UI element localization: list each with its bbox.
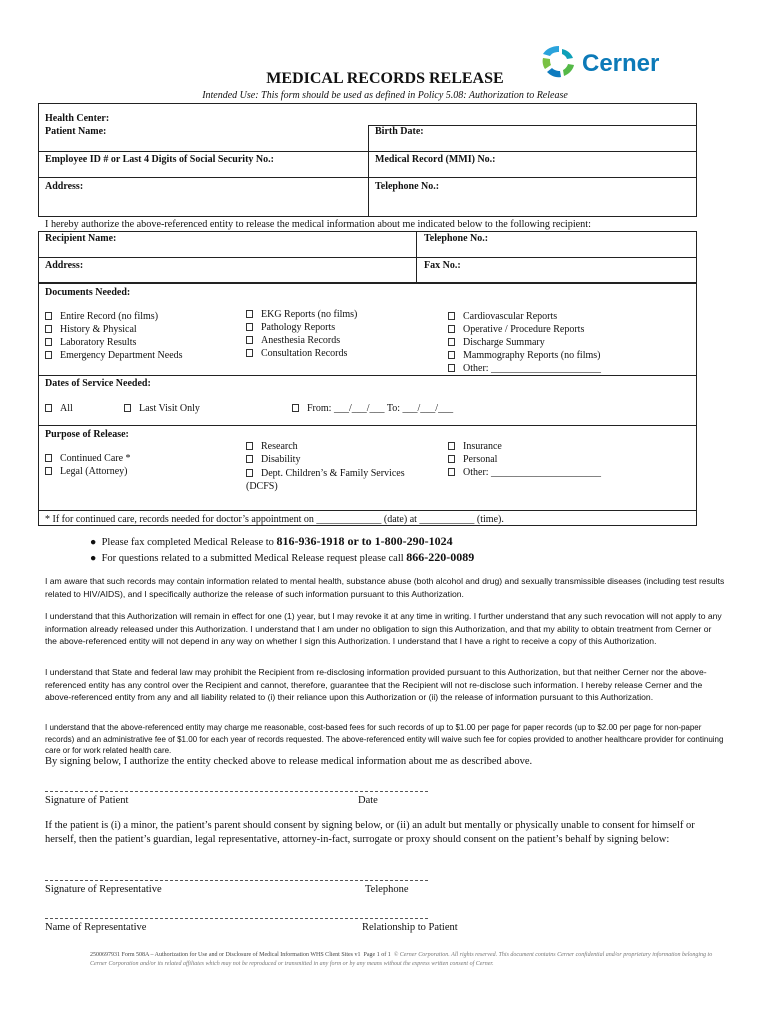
- authorize-text: I hereby authorize the above-referenced entity to release the medical information about me indicated below to the following recipient:: [45, 219, 591, 230]
- representative-name-line[interactable]: [45, 918, 428, 919]
- signature-rep-label: Signature of Representative: [45, 884, 162, 895]
- doc-mammography[interactable]: Mammography Reports (no films): [448, 350, 600, 361]
- doc-consultation[interactable]: Consultation Records: [246, 348, 347, 359]
- patient-name-label[interactable]: Patient Name:: [45, 126, 107, 137]
- relationship-label: Relationship to Patient: [362, 922, 458, 933]
- purpose-research[interactable]: Research: [246, 441, 298, 452]
- name-rep-label: Name of Representative: [45, 922, 147, 933]
- fax-numbers: 816-936-1918 or to 1-800-290-1024: [276, 534, 453, 548]
- doc-cardiovascular[interactable]: Cardiovascular Reports: [448, 311, 557, 322]
- purpose-disability[interactable]: Disability: [246, 454, 300, 465]
- date-label: Date: [358, 795, 378, 806]
- checkbox[interactable]: [246, 442, 253, 450]
- continued-care-note: * If for continued care, records needed for doctor’s appointment on _____________ (date) at ___________ (time).: [45, 514, 504, 525]
- birth-date-label[interactable]: Birth Date:: [375, 126, 424, 137]
- dates-from-to[interactable]: From: ___/___/___ To: ___/___/___: [292, 403, 453, 414]
- doc-discharge[interactable]: Discharge Summary: [448, 337, 545, 348]
- checkbox[interactable]: [448, 455, 455, 463]
- bullet-icon: ●: [90, 553, 102, 564]
- checkbox[interactable]: [246, 455, 253, 463]
- telephone-label: Telephone: [365, 884, 409, 895]
- checkbox[interactable]: [246, 336, 253, 344]
- doc-operative[interactable]: Operative / Procedure Reports: [448, 324, 584, 335]
- bullet-icon: ●: [90, 537, 102, 548]
- paragraph-redisclose: I understand that State and federal law may prohibit the Recipient from re-disclosing information provided pursuant to this Authorization, but that neither Cerner nor the above-referenced entity has any control over the Recipient and cannot, therefore, guarantee that the Recipient will not re-disclose such information. I hereby release Cerner and the above-referenced entity from any and all liability related to (i) their reliance upon this Authorization or (ii) the release of information pursuant to this Authorization.: [45, 667, 707, 702]
- by-signing-text: By signing below, I authorize the entity checked above to release medical information about me as described above.: [45, 756, 533, 767]
- footer: [90, 951, 730, 969]
- checkbox[interactable]: [45, 338, 52, 346]
- doc-entire-record[interactable]: Entire Record (no films): [45, 311, 158, 322]
- purpose-insurance[interactable]: Insurance: [448, 441, 502, 452]
- doc-history-physical[interactable]: History & Physical: [45, 324, 137, 335]
- recipient-name-label[interactable]: Recipient Name:: [45, 233, 117, 244]
- footer-copyright: © Cerner Corporation. All rights reserved. This document contains Cerner confidential and/or proprietary information belonging to Cerner Corporation and/or its related affiliates which may not be reproduced or transmitted in any form or by any means without the express written consent of Cerner.: [90, 952, 713, 967]
- checkbox[interactable]: [448, 338, 455, 346]
- checkbox[interactable]: [448, 442, 455, 450]
- footer-form-id: 2500697931 Form 508A – Authorization for Use and or Disclosure of Medical Information WHS Client Sites v1: [90, 952, 361, 958]
- doc-other[interactable]: Other: ______________________: [448, 363, 601, 374]
- checkbox[interactable]: [45, 404, 52, 412]
- purpose-heading: Purpose of Release:: [45, 429, 129, 440]
- checkbox[interactable]: [448, 468, 455, 476]
- purpose-legal[interactable]: Legal (Attorney): [45, 466, 127, 477]
- doc-lab-results[interactable]: Laboratory Results: [45, 337, 136, 348]
- dates-all[interactable]: All: [45, 403, 73, 414]
- call-number: 866-220-0089: [406, 550, 475, 564]
- recipient-telephone-label[interactable]: Telephone No.:: [424, 233, 489, 244]
- checkbox[interactable]: [45, 312, 52, 320]
- purpose-dcfs[interactable]: Dept. Children’s & Family Services (DCFS): [246, 468, 405, 492]
- paragraph-revoke: I understand that this Authorization will remain in effect for one (1) year, but I may revoke it at any time in writing. I further understand that any such revocation will not apply to any information already released under this Authorization. I understand that I am under no obligation to sign this Authorization, and that my ability to obtain treatment from Cerner or the above-referenced entity will not depend in any way on whether I sign this Authorization. I understand that I have a right to receive a copy of this Authorization.: [45, 611, 722, 646]
- employee-id-label[interactable]: Employee ID # or Last 4 Digits of Social Security No.:: [45, 154, 274, 165]
- checkbox[interactable]: [292, 404, 299, 412]
- health-center-label[interactable]: Health Center:: [45, 113, 110, 124]
- recipient-address-label[interactable]: Address:: [45, 260, 84, 271]
- purpose-continued-care[interactable]: Continued Care *: [45, 453, 131, 464]
- checkbox[interactable]: [246, 349, 253, 357]
- purpose-other[interactable]: Other: ______________________: [448, 467, 601, 478]
- paragraph-fees: I understand that the above-referenced entity may charge me reasonable, cost-based fees for such records of up to $1.00 per page for paper records (up to $2.00 per page for non-paper records) and an administrative fee of $1.00 for each year of records requested. The above-referenced entity will waive such fee for copies provided to another healthcare provider for continuing care or for work related health care.: [45, 723, 724, 755]
- checkbox[interactable]: [124, 404, 131, 412]
- purpose-personal[interactable]: Personal: [448, 454, 497, 465]
- doc-ekg[interactable]: EKG Reports (no films): [246, 309, 357, 320]
- medical-record-label[interactable]: Medical Record (MMI) No.:: [375, 154, 496, 165]
- checkbox[interactable]: [45, 325, 52, 333]
- call-bullet: ● For questions related to a submitted Medical Release request please call 866-220-0089: [90, 550, 475, 564]
- checkbox[interactable]: [448, 351, 455, 359]
- checkbox[interactable]: [246, 323, 253, 331]
- intended-use: Intended Use: This form should be used as defined in Policy 5.08: Authorization to Release: [202, 90, 568, 101]
- checkbox[interactable]: [45, 467, 52, 475]
- minor-text: If the patient is (i) a minor, the patient’s parent should consent by signing below, or (ii) an adult but mentally or physically unable to consent for himself or herself, then the patient’s guardian, legal representative, attorney-in-fact, surrogate or proxy should consent on the patient’s behalf by signing below:: [45, 820, 695, 845]
- telephone-label[interactable]: Telephone No.:: [375, 181, 440, 192]
- checkbox[interactable]: [448, 312, 455, 320]
- checkbox[interactable]: [246, 310, 253, 318]
- doc-pathology[interactable]: Pathology Reports: [246, 322, 335, 333]
- dates-heading: Dates of Service Needed:: [45, 378, 151, 389]
- fax-bullet: ● Please fax completed Medical Release to 816-936-1918 or to 1-800-290-1024: [90, 534, 453, 548]
- dates-last-visit[interactable]: Last Visit Only: [124, 403, 200, 414]
- checkbox[interactable]: [45, 351, 52, 359]
- checkbox[interactable]: [448, 364, 455, 372]
- checkbox[interactable]: [246, 469, 253, 477]
- documents-heading: Documents Needed:: [45, 287, 131, 298]
- cerner-logo-text: Cerner: [582, 50, 660, 77]
- representative-signature-line[interactable]: [45, 880, 428, 881]
- signature-patient-label: Signature of Patient: [45, 795, 129, 806]
- recipient-fax-label[interactable]: Fax No.:: [424, 260, 461, 271]
- address-label[interactable]: Address:: [45, 181, 84, 192]
- doc-emergency-dept[interactable]: Emergency Department Needs: [45, 350, 183, 361]
- checkbox[interactable]: [448, 325, 455, 333]
- doc-anesthesia[interactable]: Anesthesia Records: [246, 335, 340, 346]
- paragraph-sensitive-info: I am aware that such records may contain information related to mental health, substance abuse (both alcohol and drug) and sexually transmissible diseases (including test results related to HIV/AIDS), and I specifically authorize the release of such information pursuant to this Authorization.: [45, 576, 725, 599]
- patient-signature-line[interactable]: [45, 791, 428, 792]
- checkbox[interactable]: [45, 454, 52, 462]
- footer-page: Page 1 of 1: [363, 952, 391, 958]
- page-title: MEDICAL RECORDS RELEASE: [266, 70, 504, 87]
